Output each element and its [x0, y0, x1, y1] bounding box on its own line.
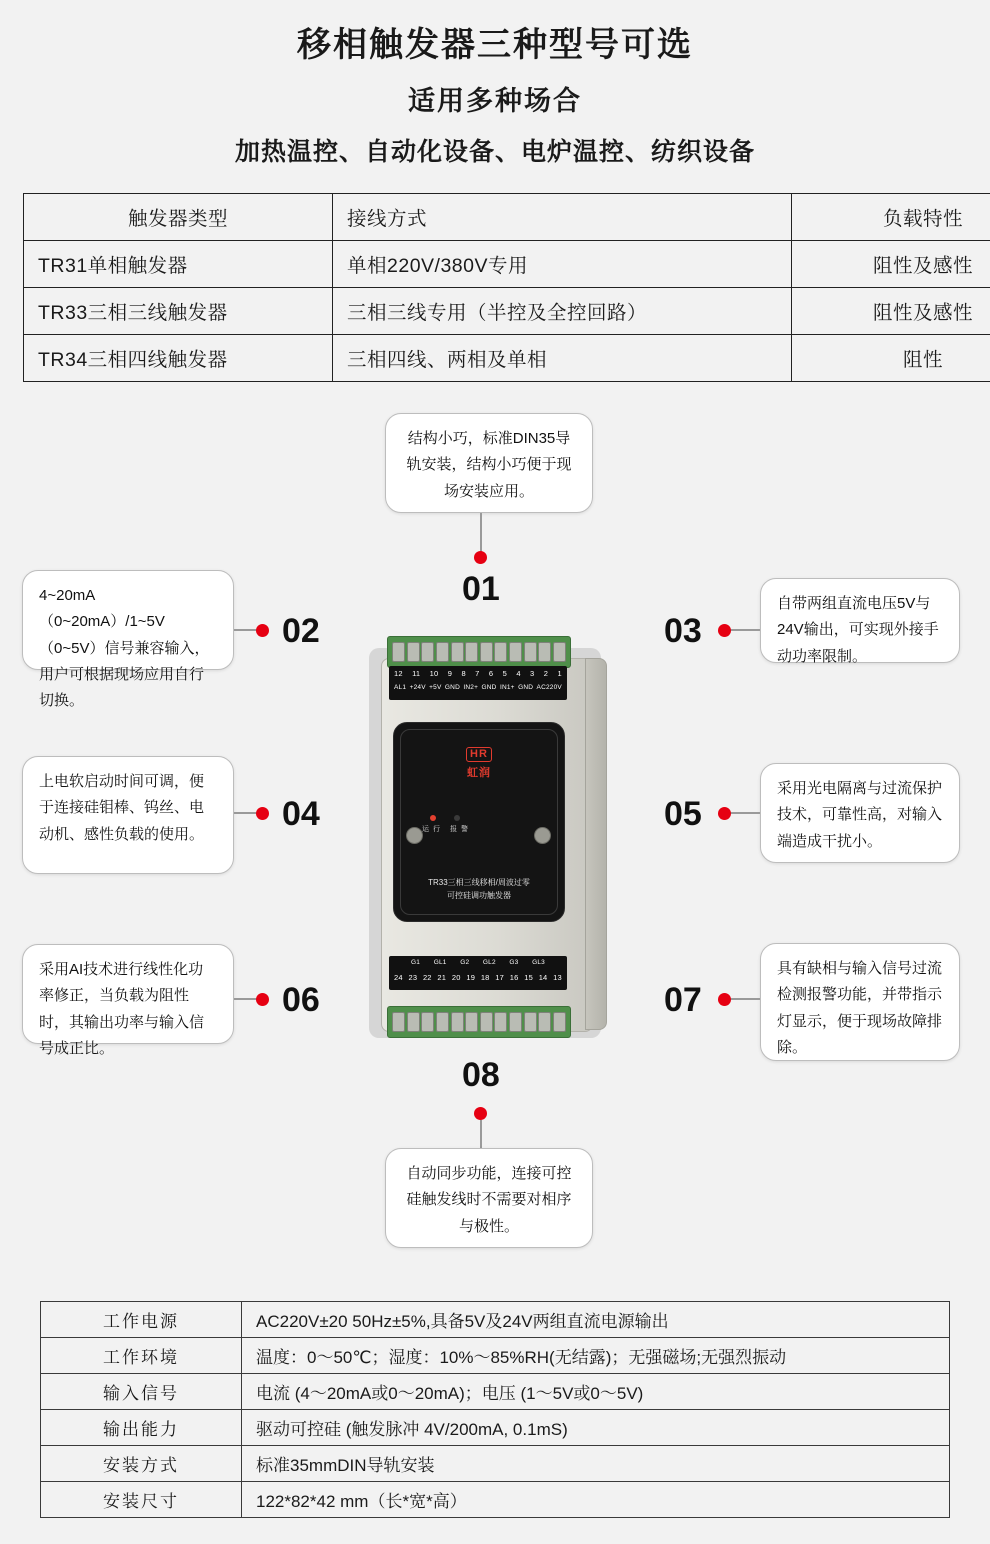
terminal-label: G3: [509, 959, 519, 966]
callout-08-text: 自动同步功能，连接可控硅触发线时不需要对相序与极性。: [385, 1148, 593, 1248]
panel-model-text: [394, 876, 564, 903]
table-row: [41, 1302, 950, 1338]
terminal-number: 17: [495, 973, 505, 982]
table-row: [24, 288, 990, 335]
terminal-block-bottom: [387, 1006, 571, 1038]
terminal-numbers-top: [389, 666, 567, 678]
callout-02-leader: [234, 629, 258, 631]
callout-07-dot: [718, 993, 731, 1006]
table-row: [41, 1338, 950, 1374]
model-cell-type: TR34三相四线触发器: [24, 335, 333, 382]
terminal-labels-top: [389, 678, 567, 691]
spec-value: 电流 (4～20mA或0～20mA)；电压 (1～5V或0～5V): [242, 1374, 950, 1410]
callout-02-text: 4~20mA（0~20mA）/1~5V（0~5V）信号兼容输入，用户可根据现场应用自行切换。: [22, 570, 234, 670]
terminal-number: 7: [475, 669, 480, 678]
callout-04-text: 上电软启动时间可调，便于连接硅钼棒、钨丝、电动机、感性负载的使用。: [22, 756, 234, 874]
table-row: [24, 335, 990, 382]
model-table: [23, 193, 990, 382]
callout-07-number: 07: [664, 981, 702, 1019]
terminal-label: IN2+: [463, 684, 479, 691]
brand-mark: HR: [466, 747, 492, 762]
table-row: [41, 1482, 950, 1518]
specifications-table: [40, 1301, 950, 1518]
terminal-number: 15: [524, 973, 533, 982]
table-header-row: [24, 194, 990, 241]
panel-model-line1: TR33三相三线移相/周波过零: [428, 877, 530, 887]
spec-value: 温度：0～50℃；湿度：10%～85%RH(无结露)；无强磁场;无强烈振动: [242, 1338, 950, 1374]
spec-value: 驱动可控硅 (触发脉冲 4V/200mA, 0.1mS): [242, 1410, 950, 1446]
table-row: [24, 241, 990, 288]
terminal-number: 12: [394, 669, 403, 678]
spec-value: AC220V±20 50Hz±5%,具备5V及24V两组直流电源输出: [242, 1302, 950, 1338]
terminal-label: G2: [460, 959, 470, 966]
terminal-label: AC220V: [536, 684, 562, 691]
terminal-label: +5V: [429, 684, 442, 691]
terminal-label: GL2: [482, 959, 496, 966]
terminal-labels-bottom: [389, 956, 567, 966]
callout-04-dot: [256, 807, 269, 820]
callout-03-number: 03: [664, 612, 702, 650]
terminal-number: 23: [408, 973, 418, 982]
model-table-header-type: 触发器类型: [24, 194, 333, 241]
terminal-number: 24: [394, 973, 403, 982]
callout-08-dot: [474, 1107, 487, 1120]
terminal-number: 2: [543, 669, 549, 678]
terminal-label: GL1: [433, 959, 447, 966]
callout-06-dot: [256, 993, 269, 1006]
callout-05-text: 采用光电隔离与过流保护技术，可靠性高，对输入端造成干扰小。: [760, 763, 960, 863]
spec-value: 标准35mmDIN导轨安装: [242, 1446, 950, 1482]
led-labels: 运行 报警: [422, 826, 472, 833]
model-cell-type: TR33三相三线触发器: [24, 288, 333, 335]
callout-04-leader: [234, 812, 258, 814]
callout-02-dot: [256, 624, 269, 637]
device-side-panel: [585, 658, 607, 1030]
spec-key: 工作环境: [41, 1338, 242, 1374]
callout-05-dot: [718, 807, 731, 820]
terminal-label: +24V: [409, 684, 426, 691]
spec-value: 122*82*42 mm（长*宽*高）: [242, 1482, 950, 1518]
spec-key: 安装尺寸: [41, 1482, 242, 1518]
alarm-led-indicator: [454, 815, 460, 821]
terminal-number: 5: [502, 669, 507, 678]
label-strip-bottom: [389, 956, 567, 990]
callout-02-number: 02: [282, 612, 320, 650]
terminal-number: 19: [466, 973, 476, 982]
model-cell-load: 阻性: [792, 335, 990, 382]
terminal-number: 10: [429, 669, 439, 678]
terminal-block-top: [387, 636, 571, 668]
callout-01-number: 01: [462, 570, 500, 608]
callout-08-number: 08: [462, 1056, 500, 1094]
run-led-indicator: [430, 815, 436, 821]
terminal-label: GND: [518, 684, 534, 691]
potentiometer-right: [534, 827, 551, 844]
terminal-number: 4: [516, 669, 521, 678]
callout-06-text: 采用AI技术进行线性化功率修正，当负载为阻性时，其输出功率与输入信号成正比。: [22, 944, 234, 1044]
model-table-header-load: 负载特性: [792, 194, 990, 241]
terminal-number: 20: [451, 973, 461, 982]
terminal-number: 18: [480, 973, 490, 982]
callout-03-text: 自带两组直流电压5V与24V输出，可实现外接手动功率限制。: [760, 578, 960, 663]
callout-01-leader: [480, 513, 482, 556]
callout-07-text: 具有缺相与输入信号过流检测报警功能，并带指示灯显示，便于现场故障排除。: [760, 943, 960, 1061]
terminal-number: 1: [557, 669, 562, 678]
terminal-number: 22: [422, 973, 432, 982]
terminal-label: GL3: [532, 959, 545, 966]
terminal-number: 13: [553, 973, 562, 982]
terminal-label: GND: [444, 684, 460, 691]
spec-key: 输入信号: [41, 1374, 242, 1410]
page-subtitle-2: 加热温控、自动化设备、电炉温控、纺织设备: [234, 137, 755, 166]
terminal-number: 9: [447, 669, 453, 678]
terminal-number: 3: [530, 669, 535, 678]
model-cell-load: 阻性及感性: [792, 288, 990, 335]
model-cell-type: TR31单相触发器: [24, 241, 333, 288]
callout-05-number: 05: [664, 795, 702, 833]
panel-model-line2: 可控硅调功触发器: [447, 891, 511, 901]
callout-04-number: 04: [282, 795, 320, 833]
callout-06-leader: [234, 998, 258, 1000]
terminal-label: IN1+: [499, 684, 515, 691]
callout-01-dot: [474, 551, 487, 564]
device-front-panel: [393, 722, 565, 922]
header-block: [0, 24, 990, 168]
callout-05-leader: [730, 812, 760, 814]
terminal-number: 21: [437, 973, 447, 982]
callout-01-text: 结构小巧，标准DIN35导轨安装，结构小巧便于现场安装应用。: [385, 413, 593, 513]
model-cell-load: 阻性及感性: [792, 241, 990, 288]
table-row: [41, 1446, 950, 1482]
terminal-number: 11: [412, 669, 421, 678]
page-subtitle: 适用多种场合: [408, 85, 582, 116]
page-title: 移相触发器三种型号可选: [297, 26, 693, 64]
brand-logo: [394, 745, 564, 780]
model-cell-wiring: 三相四线、两相及单相: [333, 335, 792, 382]
brand-name-cn: 虹润: [467, 767, 491, 779]
spec-key: 输出能力: [41, 1410, 242, 1446]
callout-06-number: 06: [282, 981, 320, 1019]
table-row: [41, 1374, 950, 1410]
terminal-label: GND: [481, 684, 497, 691]
model-table-header-wiring: 接线方式: [333, 194, 792, 241]
callout-07-leader: [730, 998, 760, 1000]
terminal-number: 6: [488, 669, 494, 678]
terminal-label: G1: [411, 959, 421, 966]
spec-key: 安装方式: [41, 1446, 242, 1482]
terminal-screws-top: [392, 642, 566, 662]
terminal-number: 16: [509, 973, 519, 982]
label-strip-top: [389, 666, 567, 700]
terminal-screws-bottom: [392, 1012, 566, 1032]
model-cell-wiring: 三相三线专用（半控及全控回路）: [333, 288, 792, 335]
terminal-number: 14: [538, 973, 548, 982]
terminal-number: 8: [461, 669, 466, 678]
potentiometer-left: [406, 827, 423, 844]
terminal-label: AL1: [394, 684, 407, 691]
spec-key: 工作电源: [41, 1302, 242, 1338]
model-cell-wiring: 单相220V/380V专用: [333, 241, 792, 288]
terminal-numbers-bottom: [389, 966, 567, 982]
callout-03-leader: [730, 629, 760, 631]
device-illustration: [355, 618, 607, 1068]
table-row: [41, 1410, 950, 1446]
callout-03-dot: [718, 624, 731, 637]
